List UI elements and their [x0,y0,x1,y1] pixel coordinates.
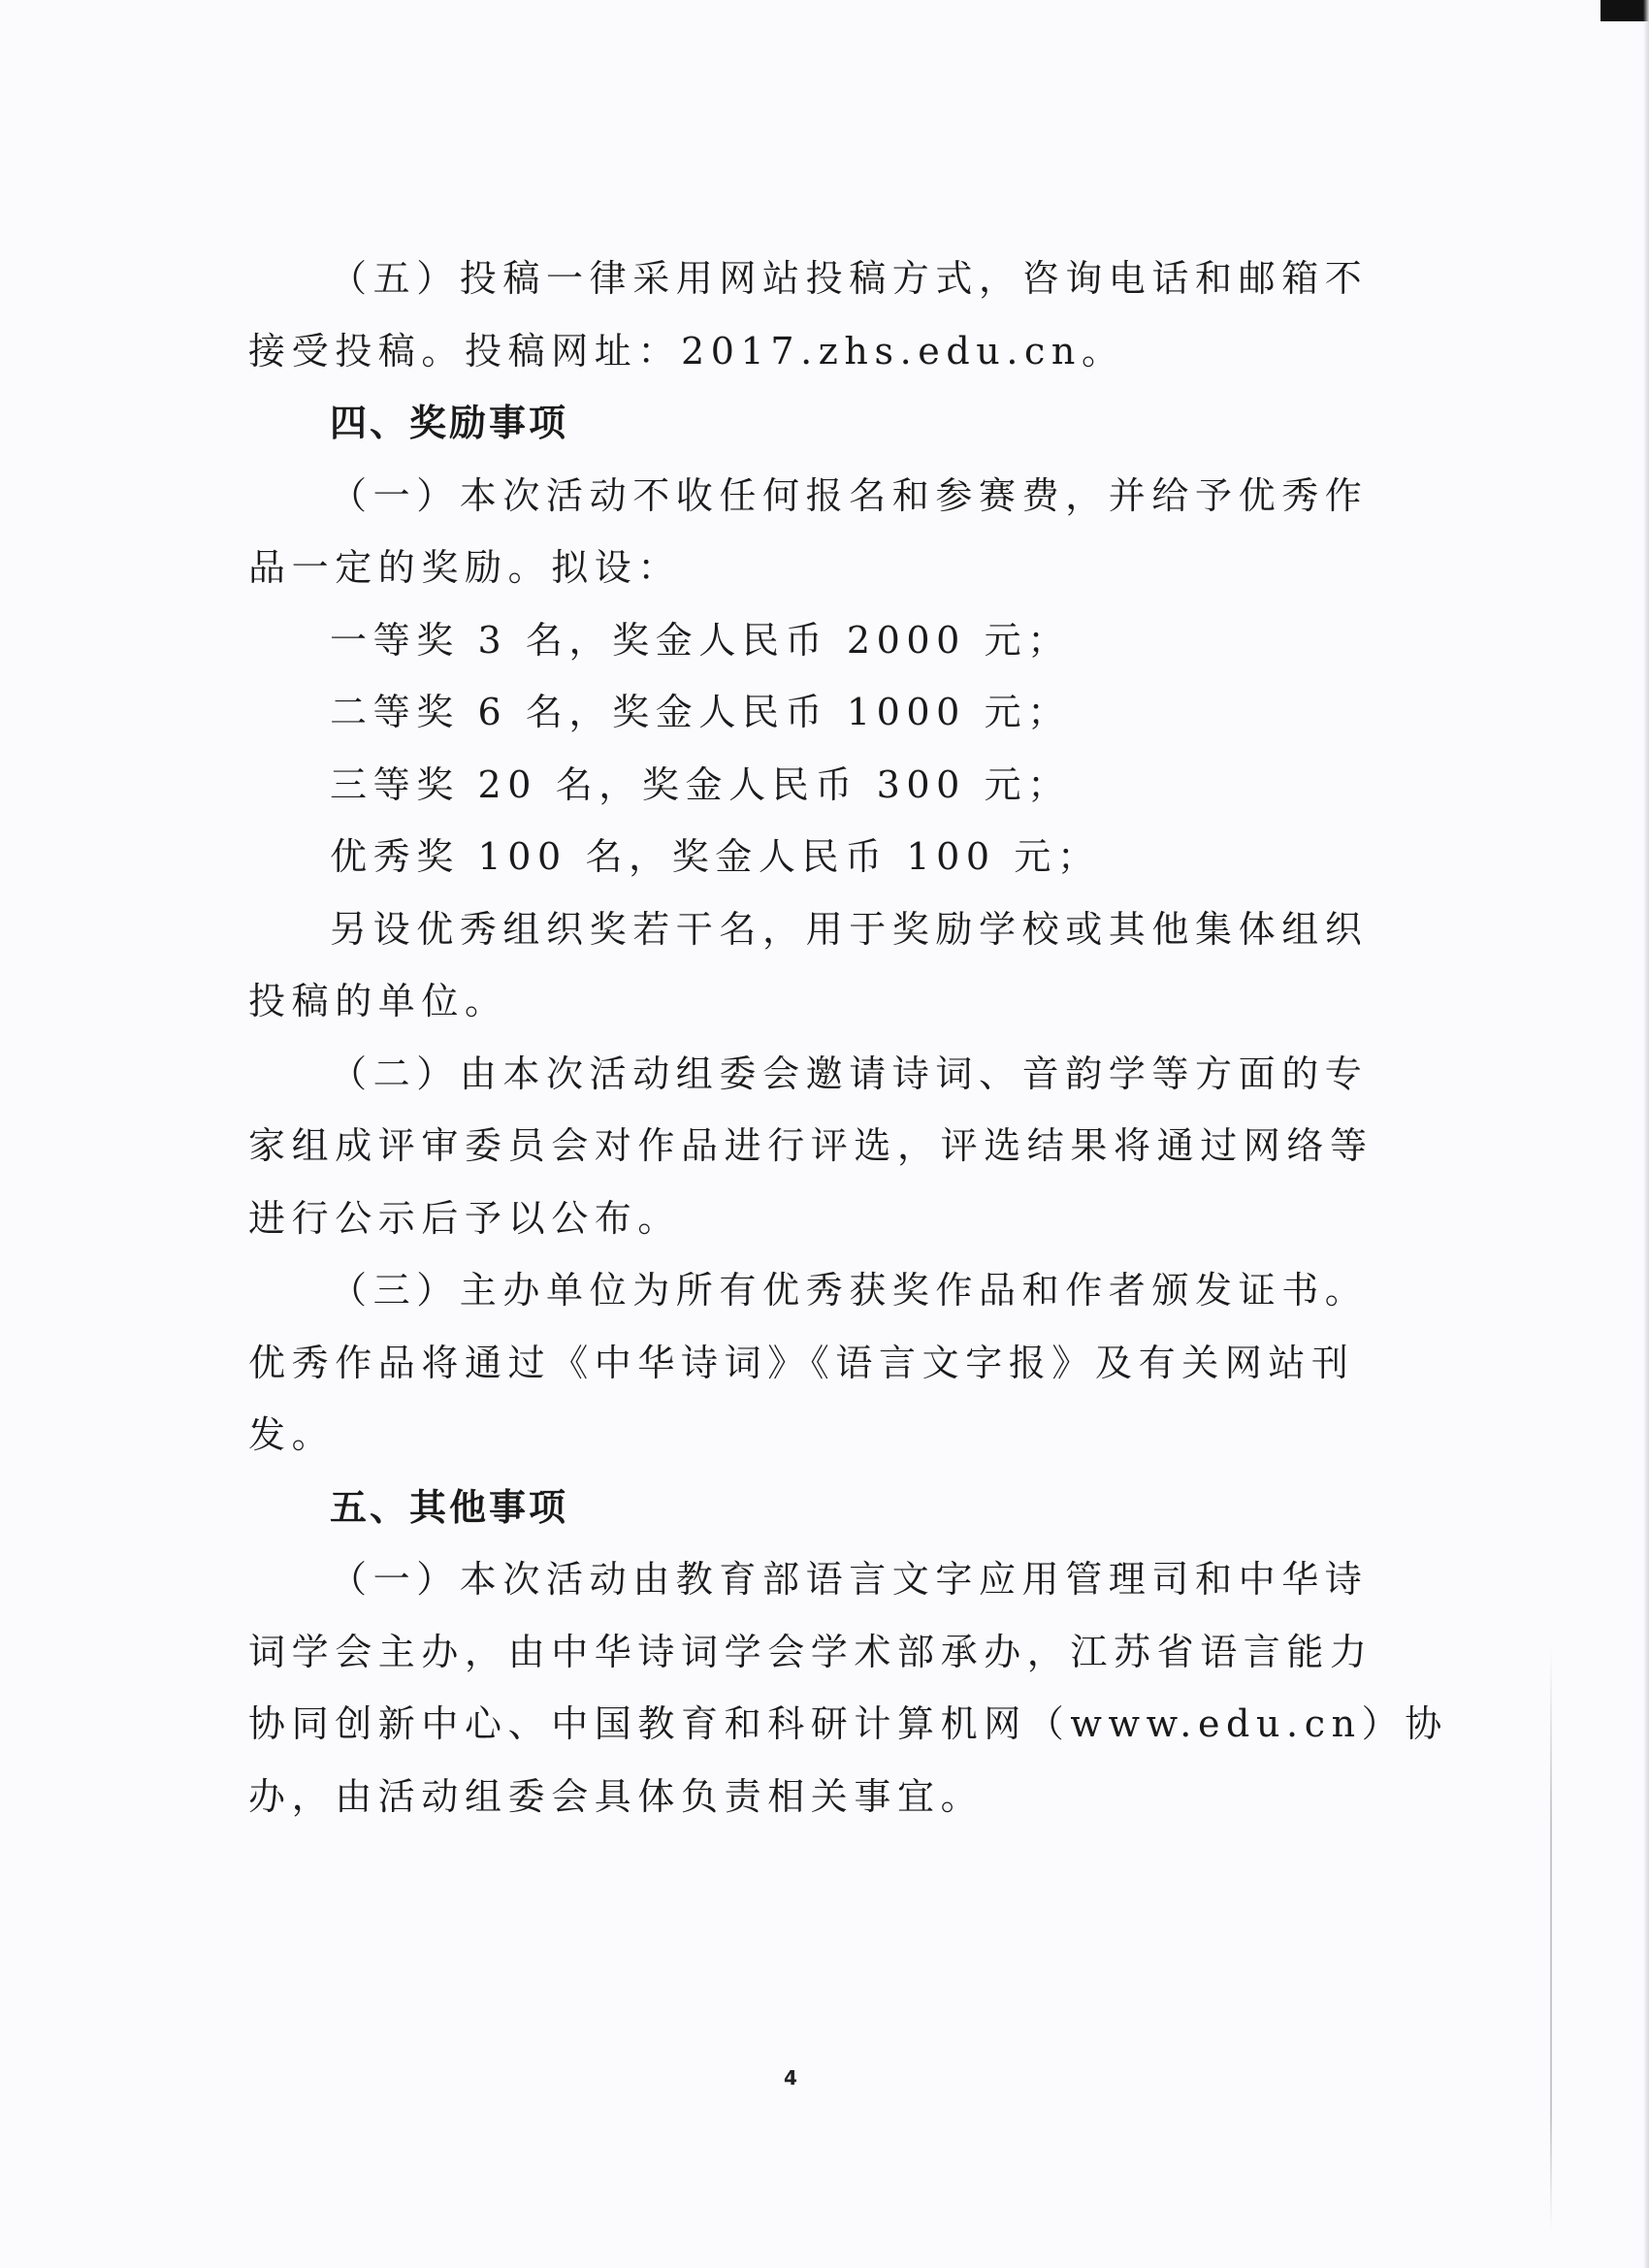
scan-edge-shadow [1643,0,1649,2268]
paragraph-line: 品一定的奖励。拟设： [248,546,682,589]
paragraph-line: 发。 [248,1413,336,1456]
paragraph-line: 接受投稿。投稿网址：2017.zhs.edu.cn。 [248,329,1125,373]
paragraph-line: 协同创新中心、中国教育和科研计算机网（www.edu.cn）协 [248,1702,1448,1745]
prize-line: 一等奖 3 名，奖金人民币 2000 元； [330,618,1071,662]
paragraph-line: 办，由活动组委会具体负责相关事宜。 [248,1774,985,1818]
paragraph-line: （一）本次活动由教育部语言文字应用管理司和中华诗 [330,1558,1369,1601]
paragraph-line: 词学会主办，由中华诗词学会学术部承办，江苏省语言能力 [248,1630,1374,1673]
scan-artifact-line [1550,1649,1552,2231]
paragraph-line: 家组成评审委员会对作品进行评选，评选结果将通过网络等 [248,1124,1374,1167]
section-heading: 四、奖励事项 [330,402,569,444]
paragraph-line: 优秀作品将通过《中华诗词》《语言文字报》及有关网站刊 [248,1341,1355,1384]
prize-line: 优秀奖 100 名，奖金人民币 100 元； [330,835,1101,878]
prize-line: 二等奖 6 名，奖金人民币 1000 元； [330,691,1071,733]
paragraph-line: （二）由本次活动组委会邀请诗词、音韵学等方面的专 [330,1052,1369,1095]
scan-edge-mark [1600,0,1649,21]
paragraph-line: （一）本次活动不收任何报名和参赛费，并给予优秀作 [330,473,1369,517]
paragraph-line: （五）投稿一律采用网站投稿方式，咨询电话和邮箱不 [330,257,1369,300]
paragraph-line: 进行公示后予以公布。 [248,1196,682,1240]
paragraph-line: （三）主办单位为所有优秀获奖作品和作者颁发证书。 [330,1269,1369,1312]
paragraph-line: 另设优秀组织奖若干名，用于奖励学校或其他集体组织 [330,907,1369,951]
paragraph-line: 投稿的单位。 [248,980,508,1022]
document-body [248,243,1448,1832]
section-heading: 五、其他事项 [330,1485,569,1529]
page-number: 4 [784,2066,797,2090]
prize-line: 三等奖 20 名，奖金人民币 300 元； [330,762,1071,806]
